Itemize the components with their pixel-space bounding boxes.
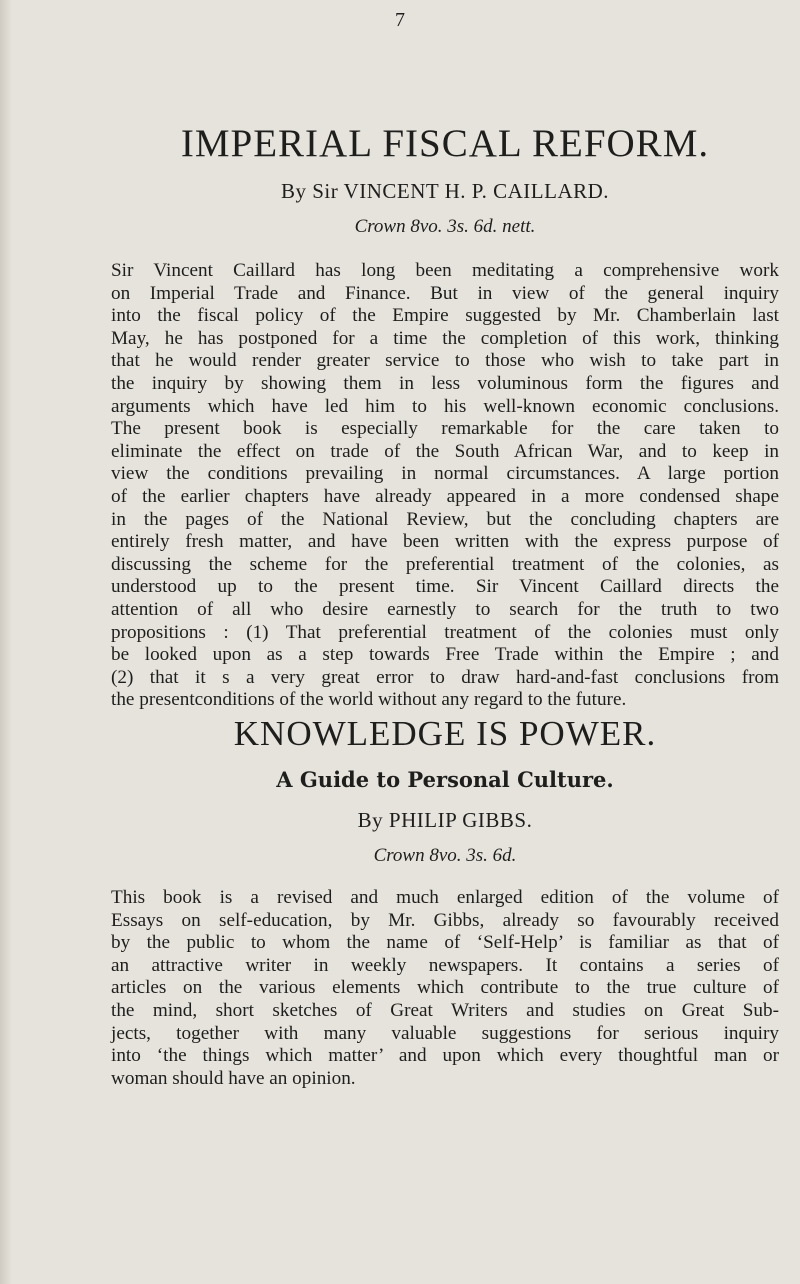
- text-line: entirely fresh matter, and have been written with the express purpose of: [111, 531, 779, 553]
- text-line: the presentconditions of the world without any regard to the future.: [111, 689, 627, 711]
- advert-price: Crown 8vo. 3s. 6d. nett.: [354, 216, 536, 237]
- text-line: into the fiscal policy of the Empire suggested by Mr. Chamberlain last: [111, 305, 779, 327]
- text-line: arguments which have led him to his well-known economic conclusions.: [111, 395, 779, 417]
- text-line: discussing the scheme for the preferential treatment of the colonies, as: [111, 553, 779, 575]
- text-line: woman should have an opinion.: [111, 1067, 356, 1089]
- advert-subtitle: A Guide to Personal Culture.: [276, 767, 614, 792]
- text-line: This book is a revised and much enlarged edition of the volume of: [111, 887, 779, 908]
- text-line: into ‘the things which matter’ and upon which every thoughtful man or: [111, 1045, 779, 1067]
- text-line: by the public to whom the name of ‘Self-Help’ is familiar as that of: [111, 932, 779, 954]
- advert-title: IMPERIAL FISCAL REFORM.: [180, 122, 710, 165]
- text-line: that he would render greater service to those who wish to take part in: [111, 350, 779, 372]
- text-line: (2) that it s a very great error to draw hard-and-fast conclusions from: [111, 666, 779, 688]
- text-line: of the earlier chapters have already appeared in a more condensed shape: [111, 485, 779, 507]
- text-line: jects, together with many valuable suggestions for serious inquiry: [111, 1022, 779, 1044]
- text-line: attention of all who desire earnestly to search for the truth to two: [111, 598, 779, 620]
- advert-imperial-fiscal-reform: [111, 122, 779, 712]
- advert-knowledge-is-power: [111, 713, 779, 1090]
- text-line: Sir Vincent Caillard has long been meditating a comprehensive work: [111, 260, 779, 281]
- text-line: propositions : (1) That preferential treatment of the colonies must only: [111, 621, 779, 643]
- text-line: understood up to the present time. Sir Vincent Caillard directs the: [111, 576, 779, 598]
- text-line: on Imperial Trade and Finance. But in view of the general inquiry: [111, 282, 779, 304]
- text-line: The present book is especially remarkable for the care taken to: [111, 418, 779, 440]
- page-binding-shadow: [0, 0, 12, 1284]
- advert-price: Crown 8vo. 3s. 6d.: [373, 845, 517, 866]
- text-line: view the conditions prevailing in normal circumstances. A large portion: [111, 463, 779, 485]
- page-number: 7: [395, 9, 405, 31]
- text-line: be looked upon as a step towards Free Trade within the Empire ; and: [111, 644, 779, 666]
- text-line: Essays on self-education, by Mr. Gibbs, already so favourably received: [111, 909, 779, 931]
- text-line: eliminate the effect on trade of the South African War, and to keep in: [111, 440, 779, 462]
- advert-byline: By PHILIP GIBBS.: [357, 808, 533, 832]
- text-line: the mind, short sketches of Great Writers and studies on Great Sub-: [111, 999, 779, 1021]
- text-line: the inquiry by showing them in less voluminous form the figures and: [111, 372, 779, 394]
- text-line: articles on the various elements which contribute to the true culture of: [111, 977, 779, 999]
- advert-description: [111, 260, 779, 712]
- advert-title: KNOWLEDGE IS POWER.: [233, 714, 657, 753]
- advert-byline: By Sir VINCENT H. P. CAILLARD.: [280, 179, 610, 203]
- text-line: May, he has postponed for a time the completion of this work, thinking: [111, 327, 779, 349]
- advert-description: [111, 887, 779, 1090]
- text-line: an attractive writer in weekly newspapers. It contains a series of: [111, 954, 779, 976]
- text-line: in the pages of the National Review, but the concluding chapters are: [111, 508, 779, 530]
